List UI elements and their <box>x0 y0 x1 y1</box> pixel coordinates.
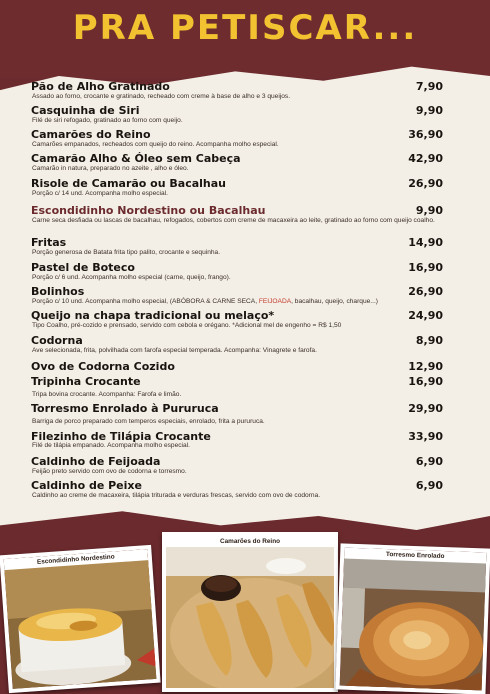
item-price: 9,90 <box>415 204 443 217</box>
item-price: 12,90 <box>408 360 443 373</box>
item-description: Tipo Coalho, pré-cozido e prensado, servido com cebola e orégano. *Adicional mel de engenho = R$ 1,50 <box>32 322 342 329</box>
item-price: 29,90 <box>408 402 443 415</box>
photo-escondidinho <box>0 545 161 693</box>
item-price: 8,90 <box>415 334 443 347</box>
item-price: 6,90 <box>415 455 443 468</box>
item-price: 26,90 <box>408 177 443 190</box>
photo-camaroes <box>162 532 338 692</box>
desc-text: , bacalhau, queijo, charque...) <box>291 298 378 305</box>
photo-caption: Torresmo Enrolado <box>344 548 486 564</box>
item-description: Feijão preto servido com ovo de codorna e torresmo. <box>32 468 187 475</box>
item-description: Porção generosa de Batata frita tipo palito, crocante e sequinha. <box>32 249 221 256</box>
item-name: Escondidinho Nordestino ou Bacalhau <box>31 204 266 217</box>
item-name: Camarões do Reino <box>31 128 151 141</box>
item-description: Ave selecionada, frita, polvilhada com farofa especial temperada. Acompanha: Vinagrete e farofa. <box>32 347 317 354</box>
item-price: 6,90 <box>415 479 443 492</box>
item-description: Carne seca desfiada ou lascas de bacalhau, refogados, cobertos com creme de macaxeira ao leite, gratinado ao forno com queijo coalho. <box>32 217 435 224</box>
item-price: 33,90 <box>408 430 443 443</box>
item-price: 16,90 <box>408 375 443 388</box>
photo-strip <box>0 530 490 694</box>
item-price: 16,90 <box>408 261 443 274</box>
item-description: Camarões empanados, recheados com queijo do reino. Acompanha molho especial. <box>32 141 279 148</box>
escondidinho-image <box>4 549 161 694</box>
item-description: Filé de siri refogado, gratinado ao forno com queijo. <box>32 117 183 124</box>
item-description: Barriga de porco preparado com temperos especiais, enrolado, frita a pururuca. <box>32 418 265 425</box>
page-title: PRA PETISCAR... <box>72 8 418 48</box>
item-description: Tripa bovina crocante. Acompanha: Farofa e limão. <box>32 391 182 398</box>
item-price: 42,90 <box>408 152 443 165</box>
item-price: 9,90 <box>415 104 443 117</box>
item-name: Pastel de Boteco <box>31 261 135 274</box>
camaroes-image <box>166 536 338 692</box>
item-name: Ovo de Codorna Cozido <box>31 360 175 373</box>
item-price: 14,90 <box>408 236 443 249</box>
item-description: Assado ao forno, crocante e gratinado, recheado com creme à base de alho e 3 queijos. <box>32 93 291 100</box>
photo-caption: Escondidinho Nordestino <box>4 549 148 570</box>
desc-highlight: FEIJOADA <box>258 298 292 305</box>
item-name: Caldinho de Peixe <box>31 479 142 492</box>
item-description: Porção c/ 6 und. Acompanha molho especial (carne, queijo, frango). <box>32 274 231 281</box>
item-name: Codorna <box>31 334 83 347</box>
photo-torresmo <box>335 543 490 694</box>
item-name: Torresmo Enrolado à Pururuca <box>31 402 219 415</box>
item-name: Camarão Alho & Óleo sem Cabeça <box>31 152 241 165</box>
item-name: Casquinha de Siri <box>31 104 140 117</box>
item-price: 26,90 <box>408 285 443 298</box>
torresmo-image <box>339 548 490 694</box>
item-description: Filé de tilápia empanado. Acompanha molho especial. <box>32 442 190 449</box>
photo-caption: Camarões do Reino <box>166 536 334 547</box>
item-name: Tripinha Crocante <box>31 375 141 388</box>
item-name: Pão de Alho Gratinado <box>31 80 170 93</box>
item-name: Fritas <box>31 236 67 249</box>
item-name: Caldinho de Feijoada <box>31 455 161 468</box>
item-price: 7,90 <box>415 80 443 93</box>
item-name: Queijo na chapa tradicional ou melaço* <box>31 309 275 322</box>
desc-text: Porção c/ 10 und. Acompanha molho especial, (ABÓBORA & CARNE SECA, <box>32 298 259 305</box>
item-name: Filezinho de Tilápia Crocante <box>31 430 211 443</box>
item-price: 36,90 <box>408 128 443 141</box>
item-description: Caldinho ao creme de macaxeira, tilápia triturada e verduras frescas, servido com ovo de codorna. <box>32 492 321 499</box>
item-description <box>32 298 447 306</box>
item-name: Bolinhos <box>31 285 85 298</box>
item-name: Risole de Camarão ou Bacalhau <box>31 177 227 190</box>
item-price: 24,90 <box>408 309 443 322</box>
item-description: Camarão in natura, preparado no azeite , alho e óleo. <box>32 165 189 172</box>
item-description: Porção c/ 14 und. Acompanha molho especial. <box>32 190 168 197</box>
